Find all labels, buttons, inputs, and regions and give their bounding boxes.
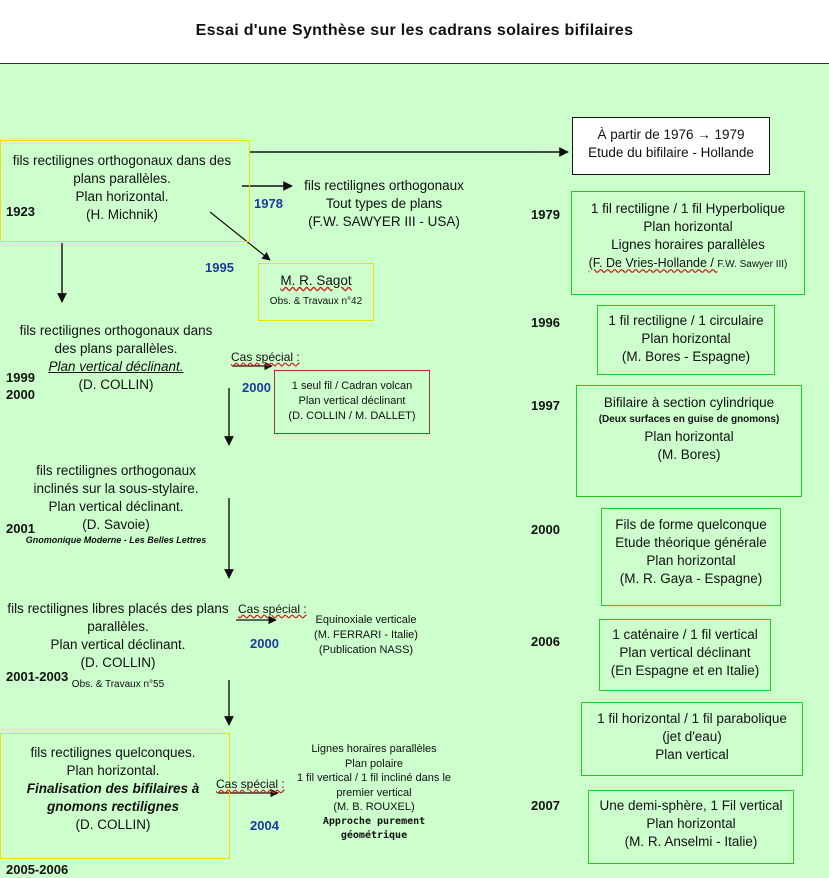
b2005-line2: Plan horizontal. [66,763,160,778]
year-2001-2003: 2001-2003 [6,669,69,684]
r2006-line1: 1 caténaire / 1 fil vertical [612,627,758,642]
year-1978: 1978 [254,196,283,211]
b1999-line4: (D. COLLIN) [78,377,154,392]
b2001-line4: (D. Savoie) [82,517,150,532]
year-2000-volcan: 2000 [242,380,271,395]
year-2001: 2001 [6,521,35,536]
year-2006: 2006 [531,634,560,649]
r1979-line4b: F.W. Sawyer III) [717,259,788,270]
b2004-line2: Plan polaire [344,757,404,770]
b2001-line2: inclinés sur la sous-stylaire. [33,481,199,496]
r1996-line2: Plan horizontal [641,331,731,346]
box-2005-2006-text [0,744,226,834]
b2001-line5: Gnomonique Moderne - Les Belles Lettres [25,535,207,545]
b1999-line2: des plans parallèles. [54,341,178,356]
b1995-line2: Obs. & Travaux n°42 [269,296,363,307]
b2005-line1: fils rectilignes quelconques. [30,745,196,760]
box-2000-volcan-text [274,379,430,424]
r1997-line4: (M. Bores) [657,447,721,462]
b1923-line3: Plan horizontal. [75,189,169,204]
r1979-line3: Lignes horaires parallèles [611,237,765,252]
year-1996: 1996 [531,315,560,330]
r1996-line3: (M. Bores - Espagne) [621,349,751,364]
year-2000-gaya: 2000 [531,522,560,537]
box-1978-text [284,177,484,231]
b2004-line5: (M. B. ROUXEL) [333,801,415,813]
box-2007-text [588,797,794,851]
box-1997-text [576,394,802,464]
r1996-line1: 1 fil rectiligne / 1 circulaire [608,313,764,328]
year-1979: 1979 [531,207,560,222]
b2000b-line2: (M. FERRARI - Italie) [314,629,418,641]
r2007-line1: Une demi-sphère, 1 Fil vertical [599,798,783,813]
year-1923: 1923 [6,204,35,219]
r1979-line1: 1 fil rectiligne / 1 fil Hyperbolique [590,201,786,216]
box-1923-text [0,152,244,224]
r1997-line2: (Deux surfaces en guise de gnomons) [598,414,780,425]
b2001-2003-line3: Plan vertical déclinant. [50,637,186,652]
b1923-line1: fils rectilignes orthogonaux dans des [12,153,232,168]
b2000a-line2: Plan vertical déclinant [298,395,406,407]
box-hollande-text [572,126,770,162]
r1979-line4: (F. De Vries-Hollande / [588,256,718,270]
b2004-line3: 1 fil vertical / 1 fil incliné dans le [296,772,452,784]
box-1979-text [571,200,805,272]
r2006-line2: Plan vertical déclinant [619,645,751,660]
b2001-line3: Plan vertical déclinant. [48,499,184,514]
b2001-2003-line4: (D. COLLIN) [80,655,156,670]
rjet-line3: Plan vertical [655,747,729,762]
box-2000-ferrari-text [300,613,432,658]
r2000-line1: Fils de forme quelconque [615,517,767,532]
b2004-line6: Approche purement [322,815,426,827]
r2000-line3: Plan horizontal [646,553,736,568]
box-1995-text [258,272,374,308]
r2006-line3: (En Espagne et en Italie) [610,663,760,678]
cas-special-3: Cas spécial : [216,777,285,791]
b1923-line2: plans parallèles. [73,171,171,186]
year-2000-ferrari: 2000 [250,636,279,651]
cas-special-1: Cas spécial : [231,350,300,364]
cas-special-2: Cas spécial : [238,602,307,616]
b2004-line1: Lignes horaires parallèles [311,743,437,755]
box-2000-gaya-text [601,516,781,588]
b2001-2003-line1: fils rectilignes libres placés des plans [7,601,229,616]
box-2006-text [599,626,771,680]
r1979-line2: Plan horizontal [643,219,733,234]
b2005-line5: (D. COLLIN) [75,817,151,832]
b1978-line2: Tout types de plans [325,196,443,211]
b2000b-line3: (Publication NASS) [318,644,414,656]
year-2007: 2007 [531,798,560,813]
b2001-2003-line5: Obs. & Travaux n°55 [71,679,165,690]
year-1999: 1999 [6,370,35,385]
diagram-title: Essai d'une Synthèse sur les cadrans solaires bifilaires [195,22,634,39]
b2005-line3: Finalisation des bifilaires à [26,781,200,796]
b2000a-line3: (D. COLLIN / M. DALLET) [288,410,416,422]
b2001-2003-line2: parallèles. [87,619,149,634]
box-2004-text [284,742,464,844]
year-2000-left: 2000 [6,387,35,402]
year-2004: 2004 [250,818,279,833]
r1997-line1: Bifilaire à section cylindrique [603,395,775,410]
r2007-line3: (M. R. Anselmi - Italie) [624,834,758,849]
b1999-line1: fils rectilignes orthogonaux dans [19,323,213,338]
b2000b-line1: Equinoxiale verticale [315,614,417,626]
year-1995: 1995 [205,260,234,275]
b2005-line4: gnomons rectilignes [46,799,180,814]
b1923-line4: (H. Michnik) [85,207,158,222]
hollande-line1: À partir de 1976 → 1979 [597,127,745,142]
b2001-line1: fils rectilignes orthogonaux [36,463,196,478]
rjet-line1: 1 fil horizontal / 1 fil parabolique [597,711,787,726]
box-jet-deau-text [581,710,803,764]
b1995-line1: M. R. Sagot [280,273,352,288]
r2007-line2: Plan horizontal [646,816,736,831]
r2000-line2: Etude théorique générale [615,535,767,550]
rjet-line2: (jet d'eau) [662,729,722,744]
box-1996-text [597,312,775,366]
year-1997: 1997 [531,398,560,413]
b1978-line3: (F.W. SAWYER III - USA) [308,214,460,229]
b1999-line3: Plan vertical déclinant. [48,359,184,374]
b1978-line1: fils rectilignes orthogonaux [304,178,464,193]
year-2005-2006: 2005-2006 [6,862,69,877]
b2000a-line1: 1 seul fil / Cadran volcan [291,380,413,392]
b2004-line7: géométrique [340,830,408,841]
b2004-line4: premier vertical [336,786,412,799]
hollande-line2: Etude du bifilaire - Hollande [588,145,754,160]
r1997-line3: Plan horizontal [644,429,734,444]
r2000-line4: (M. R. Gaya - Espagne) [619,571,763,586]
